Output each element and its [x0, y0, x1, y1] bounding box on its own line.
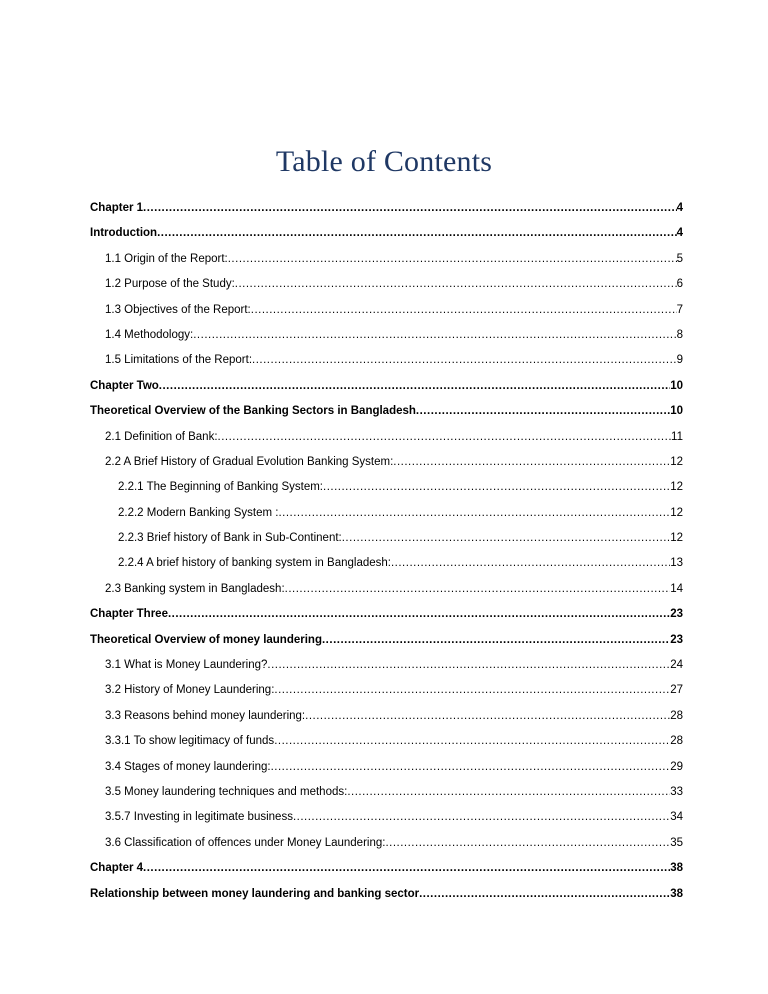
toc-entry-label: 3.2 History of Money Laundering: [105, 684, 275, 697]
toc-entry-label: Chapter 4 [90, 862, 144, 875]
toc-entry-label: 3.3.1 To show legitimacy of funds [105, 735, 275, 748]
toc-entry[interactable] [90, 399, 683, 424]
toc-entry[interactable] [90, 704, 683, 729]
toc-entry[interactable] [90, 196, 683, 221]
toc-leader-dots [293, 805, 670, 830]
toc-entry-page-number: 12 [670, 506, 683, 519]
toc-leader-dots [285, 577, 671, 602]
toc-leader-dots [323, 475, 670, 500]
toc-entry-label: Relationship between money laundering and banking sector [90, 887, 420, 900]
toc-entry-page-number: 23 [670, 633, 683, 646]
toc-entry-page-number: 4 [676, 227, 683, 240]
toc-leader-dots [168, 602, 670, 627]
toc-entry-label: Theoretical Overview of the Banking Sectors in Bangladesh [90, 405, 416, 418]
toc-entry-page-number: 28 [670, 735, 683, 748]
toc-entry-label: Chapter Three [90, 608, 168, 621]
toc-entry[interactable] [90, 272, 683, 297]
toc-leader-dots [347, 780, 670, 805]
toc-leader-dots [305, 704, 670, 729]
toc-entry-label: 1.4 Methodology: [105, 328, 194, 341]
toc-entry-label: 3.5 Money laundering techniques and methods: [105, 785, 348, 798]
toc-entry-page-number: 33 [670, 785, 683, 798]
toc-entry-label: 2.1 Definition of Bank: [105, 430, 218, 443]
toc-entry-label: 3.6 Classification of offences under Money Laundering: [105, 836, 386, 849]
toc-entry-page-number: 38 [670, 887, 683, 900]
toc-entry-page-number: 10 [670, 405, 683, 418]
toc-entry-page-number: 27 [670, 684, 683, 697]
toc-leader-dots [251, 298, 677, 323]
toc-leader-dots [271, 755, 671, 780]
toc-entry[interactable] [90, 221, 683, 246]
toc-list [90, 196, 683, 907]
toc-entry[interactable] [90, 628, 683, 653]
toc-leader-dots [143, 196, 677, 221]
toc-entry-page-number: 24 [670, 659, 683, 672]
toc-entry[interactable] [90, 755, 683, 780]
toc-leader-dots [391, 551, 670, 576]
toc-entry-label: 2.2.1 The Beginning of Banking System: [118, 481, 324, 494]
toc-entry-label: 1.2 Purpose of the Study: [105, 278, 235, 291]
toc-entry-label: 3.1 What is Money Laundering? [105, 659, 268, 672]
toc-entry-page-number: 29 [670, 760, 683, 773]
toc-entry-page-number: 12 [670, 481, 683, 494]
toc-entry-label: 2.2.2 Modern Banking System : [118, 506, 279, 519]
toc-entry-label: 2.2.3 Brief history of Bank in Sub-Continent: [118, 532, 342, 545]
toc-leader-dots [419, 882, 670, 907]
toc-entry[interactable] [90, 323, 683, 348]
page-title: Table of Contents [275, 145, 493, 178]
toc-leader-dots [278, 501, 670, 526]
toc-leader-dots [274, 729, 670, 754]
toc-entry-label: 3.3 Reasons behind money laundering: [105, 709, 306, 722]
toc-entry[interactable] [90, 450, 683, 475]
toc-entry-label: 2.3 Banking system in Bangladesh: [105, 582, 285, 595]
toc-leader-dots [193, 323, 676, 348]
toc-entry-label: 3.5.7 Investing in legitimate business [105, 811, 293, 824]
toc-entry[interactable] [90, 551, 683, 576]
toc-leader-dots [342, 526, 670, 551]
toc-entry-page-number: 23 [670, 608, 683, 621]
toc-leader-dots [274, 678, 670, 703]
toc-entry[interactable] [90, 425, 683, 450]
toc-entry[interactable] [90, 653, 683, 678]
toc-entry-label: 1.1 Origin of the Report: [105, 252, 228, 265]
toc-entry-label: 2.2.4 A brief history of banking system in Bangladesh: [118, 557, 391, 570]
toc-entry-page-number: 9 [676, 354, 683, 367]
toc-entry[interactable] [90, 805, 683, 830]
toc-leader-dots [393, 450, 670, 475]
toc-entry-page-number: 5 [676, 252, 683, 265]
toc-entry-label: Chapter Two [90, 379, 159, 392]
toc-entry[interactable] [90, 247, 683, 272]
toc-entry-label: Theoretical Overview of money laundering [90, 633, 322, 646]
toc-entry[interactable] [90, 501, 683, 526]
toc-entry-label: Chapter 1 [90, 202, 144, 214]
toc-entry[interactable] [90, 577, 683, 602]
toc-leader-dots [322, 628, 670, 653]
toc-entry[interactable] [90, 678, 683, 703]
toc-entry[interactable] [90, 831, 683, 856]
toc-entry-page-number: 35 [670, 836, 683, 849]
toc-entry-page-number: 38 [670, 862, 683, 875]
toc-entry[interactable] [90, 298, 683, 323]
toc-entry-page-number: 11 [671, 430, 683, 443]
toc-leader-dots [416, 399, 670, 424]
toc-leader-dots [218, 425, 672, 450]
toc-entry[interactable] [90, 602, 683, 627]
toc-entry[interactable] [90, 856, 683, 881]
toc-entry[interactable] [90, 780, 683, 805]
toc-entry-label: 1.3 Objectives of the Report: [105, 303, 251, 316]
toc-entry-page-number: 28 [670, 709, 683, 722]
toc-leader-dots [159, 374, 670, 399]
toc-entry[interactable] [90, 526, 683, 551]
toc-leader-dots [143, 856, 670, 881]
toc-entry-page-number: 12 [670, 532, 683, 545]
toc-entry-page-number: 14 [670, 582, 683, 595]
toc-entry[interactable] [90, 729, 683, 754]
toc-leader-dots [235, 272, 677, 297]
toc-leader-dots [252, 348, 677, 373]
toc-entry-page-number: 7 [676, 303, 683, 316]
toc-entry-label: Introduction [90, 227, 158, 240]
toc-entry-page-number: 8 [676, 328, 683, 341]
toc-entry-page-number: 13 [670, 557, 683, 570]
toc-entry-page-number: 34 [670, 811, 683, 824]
toc-entry[interactable] [90, 475, 683, 500]
toc-leader-dots [157, 221, 677, 246]
toc-entry-page-number: 4 [676, 202, 683, 214]
toc-entry-label: 3.4 Stages of money laundering: [105, 760, 271, 773]
toc-leader-dots [267, 653, 670, 678]
toc-entry-label: 2.2 A Brief History of Gradual Evolution Banking System: [105, 455, 394, 468]
toc-leader-dots [228, 247, 677, 272]
toc-entry[interactable] [90, 882, 683, 907]
toc-entry[interactable] [90, 348, 683, 373]
toc-entry-page-number: 6 [676, 278, 683, 291]
toc-entry-page-number: 10 [670, 379, 683, 392]
toc-entry[interactable] [90, 374, 683, 399]
toc-entry-page-number: 12 [670, 455, 683, 468]
toc-entry-label: 1.5 Limitations of the Report: [105, 354, 253, 367]
toc-leader-dots [385, 831, 670, 856]
